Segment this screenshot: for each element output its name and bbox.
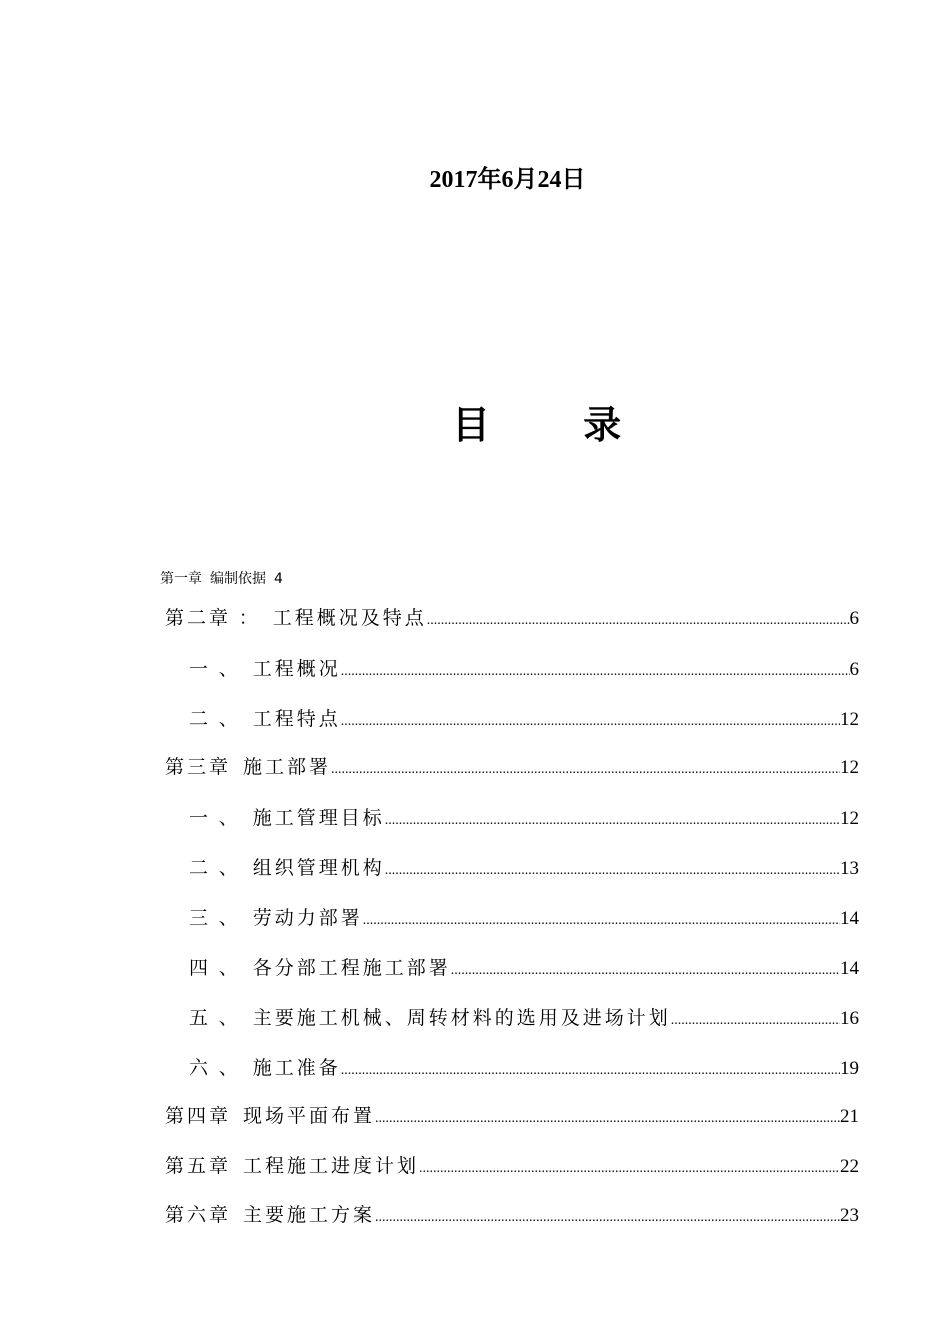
toc-entry-section[interactable] — [189, 953, 859, 979]
toc-leader-dots — [451, 963, 840, 979]
toc-leader-dots — [331, 762, 840, 778]
toc-entry-title: 现场平面布置 — [243, 1106, 376, 1127]
toc-entry-title: 施工部署 — [243, 757, 332, 778]
toc-entry-page: 19 — [840, 1058, 859, 1079]
toc-entry-label: 五 、 — [189, 1008, 241, 1029]
toc-entry-page: 14 — [840, 958, 859, 979]
toc-entry-chapter-1[interactable] — [160, 568, 283, 588]
toc-entry-label: 一 、 — [189, 659, 241, 680]
toc-entry-page: 12 — [840, 808, 859, 829]
toc-entry-chapter-5[interactable] — [165, 1151, 859, 1177]
toc-entry-page: 4 — [274, 571, 283, 587]
toc-entry-page: 22 — [840, 1156, 859, 1177]
toc-title: 目 录 — [452, 403, 662, 447]
toc-leader-dots — [375, 1210, 840, 1226]
toc-entry-section[interactable] — [189, 704, 859, 730]
toc-leader-dots — [419, 1161, 840, 1177]
toc-leader-dots — [341, 664, 850, 680]
toc-leader-dots — [385, 863, 840, 879]
toc-entry-label: 第三章 — [165, 757, 232, 778]
toc-entry-label: 六 、 — [189, 1058, 241, 1079]
toc-entry-title: 编制依据 — [210, 571, 266, 587]
toc-entry-title: 劳动力部署 — [252, 908, 363, 929]
toc-entry-chapter-3[interactable] — [165, 752, 859, 778]
toc-entry-section[interactable] — [189, 654, 859, 680]
toc-entry-section[interactable] — [189, 903, 859, 929]
document-date: 2017年6月24日 — [429, 167, 586, 193]
toc-entry-label: 第五章 — [165, 1156, 232, 1177]
toc-entry-label: 一 、 — [189, 808, 241, 829]
toc-entry-title: 工程特点 — [252, 709, 341, 730]
toc-leader-dots — [385, 813, 840, 829]
toc-entry-label: 第二章 ： — [165, 608, 261, 629]
toc-entry-page: 23 — [840, 1205, 859, 1226]
toc-entry-section[interactable] — [189, 1003, 859, 1029]
toc-leader-dots — [363, 913, 840, 929]
toc-entry-page: 12 — [840, 757, 859, 778]
toc-entry-label: 第一章 — [160, 571, 202, 587]
toc-entry-title: 工程概况 — [252, 659, 341, 680]
toc-entry-title: 组织管理机构 — [252, 858, 385, 879]
toc-entry-title: 主要施工机械、周转材料的选用及进场计划 — [252, 1008, 671, 1029]
toc-entry-section[interactable] — [189, 803, 859, 829]
toc-entry-chapter-6[interactable] — [165, 1200, 859, 1226]
toc-leader-dots — [341, 714, 840, 730]
toc-leader-dots — [671, 1013, 840, 1029]
toc-entry-page: 12 — [840, 709, 859, 730]
toc-entry-section[interactable] — [189, 1053, 859, 1079]
toc-entry-label: 四 、 — [189, 958, 241, 979]
toc-entry-label: 二 、 — [189, 858, 241, 879]
toc-entry-page: 6 — [849, 659, 859, 680]
toc-entry-title: 主要施工方案 — [243, 1205, 376, 1226]
toc-leader-dots — [427, 613, 850, 629]
toc-entry-title: 工程概况及特点 — [272, 608, 427, 629]
toc-entry-section[interactable] — [189, 853, 859, 879]
toc-entry-page: 21 — [840, 1106, 859, 1127]
toc-leader-dots — [341, 1063, 840, 1079]
toc-entry-page: 14 — [840, 908, 859, 929]
toc-entry-title: 各分部工程施工部署 — [252, 958, 451, 979]
toc-entry-label: 三 、 — [189, 908, 241, 929]
toc-entry-label: 第四章 — [165, 1106, 232, 1127]
toc-entry-title: 工程施工进度计划 — [243, 1156, 420, 1177]
toc-entry-label: 二 、 — [189, 709, 241, 730]
toc-entry-page: 16 — [840, 1008, 859, 1029]
toc-entry-label: 第六章 — [165, 1205, 232, 1226]
toc-entry-title: 施工管理目标 — [252, 808, 385, 829]
toc-entry-chapter-2[interactable] — [165, 603, 859, 629]
toc-entry-title: 施工准备 — [252, 1058, 341, 1079]
toc-entry-page: 6 — [849, 608, 859, 629]
toc-leader-dots — [375, 1111, 840, 1127]
toc-entry-chapter-4[interactable] — [165, 1101, 859, 1127]
toc-entry-page: 13 — [840, 858, 859, 879]
